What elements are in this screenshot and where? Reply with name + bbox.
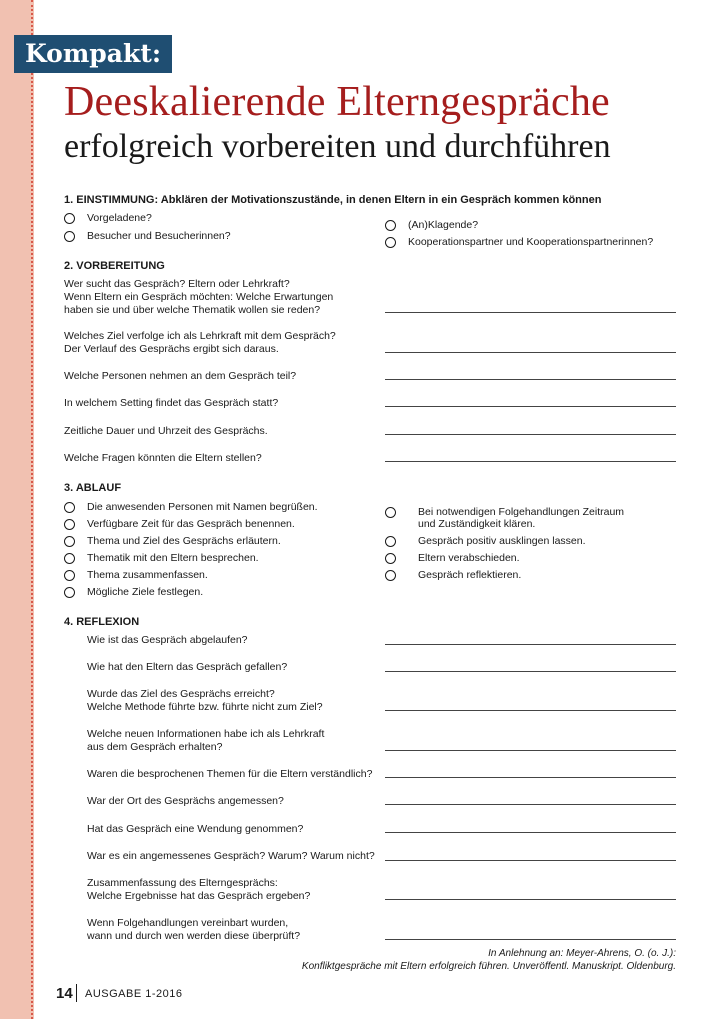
checkbox[interactable] bbox=[385, 570, 396, 581]
page-number: 14 bbox=[56, 985, 73, 1002]
question-text: Zusammenfassung des Elterngesprächs: bbox=[87, 877, 278, 889]
left-decorative-strip bbox=[0, 0, 34, 1019]
answer-line[interactable] bbox=[385, 434, 676, 435]
step-label: Gespräch positiv ausklingen lassen. bbox=[418, 535, 586, 547]
question-text: Waren die besprochenen Themen für die Eltern verständlich? bbox=[87, 768, 373, 780]
dotted-border bbox=[31, 0, 33, 1019]
option-label: Kooperationspartner und Kooperationspartnerinnen? bbox=[408, 236, 654, 248]
section-heading-vorbereitung: 2. VORBEREITUNG bbox=[64, 260, 165, 272]
answer-line[interactable] bbox=[385, 379, 676, 380]
section-heading-einstimmung: 1. EINSTIMMUNG: Abklären der Motivationszustände, in denen Eltern in ein Gespräch kommen können bbox=[64, 194, 602, 206]
checkbox[interactable] bbox=[64, 213, 75, 224]
checkbox[interactable] bbox=[64, 570, 75, 581]
answer-line[interactable] bbox=[385, 860, 676, 861]
step-label: Die anwesenden Personen mit Namen begrüßen. bbox=[87, 501, 318, 513]
option-label: Vorgeladene? bbox=[87, 212, 152, 224]
kompakt-badge: Kompakt: bbox=[14, 35, 172, 73]
answer-line[interactable] bbox=[385, 352, 676, 353]
step-label: Gespräch reflektieren. bbox=[418, 569, 522, 581]
option-label: Besucher und Besucherinnen? bbox=[87, 230, 231, 242]
question-text: Wie ist das Gespräch abgelaufen? bbox=[87, 634, 248, 646]
answer-line[interactable] bbox=[385, 644, 676, 645]
question-text: Welche Ergebnisse hat das Gespräch ergeben? bbox=[87, 890, 311, 902]
footer-divider bbox=[76, 984, 77, 1002]
question-text: Wie hat den Eltern das Gespräch gefallen? bbox=[87, 661, 288, 673]
checkbox[interactable] bbox=[64, 553, 75, 564]
question-text: Wer sucht das Gespräch? Eltern oder Lehrkraft? bbox=[64, 278, 290, 290]
question-text: Welche neuen Informationen habe ich als Lehrkraft bbox=[87, 728, 325, 740]
question-text: Wenn Eltern ein Gespräch möchten: Welche Erwartungen bbox=[64, 291, 334, 303]
answer-line[interactable] bbox=[385, 899, 676, 900]
answer-line[interactable] bbox=[385, 939, 676, 940]
checkbox[interactable] bbox=[64, 502, 75, 513]
step-label: Eltern verabschieden. bbox=[418, 552, 520, 564]
checkbox[interactable] bbox=[385, 507, 396, 518]
checkbox[interactable] bbox=[64, 519, 75, 530]
answer-line[interactable] bbox=[385, 832, 676, 833]
section-heading-reflexion: 4. REFLEXION bbox=[64, 616, 140, 628]
option-label: (An)Klagende? bbox=[408, 219, 479, 231]
answer-line[interactable] bbox=[385, 406, 676, 407]
step-label: Thematik mit den Eltern besprechen. bbox=[87, 552, 259, 564]
checkbox[interactable] bbox=[64, 536, 75, 547]
answer-line[interactable] bbox=[385, 804, 676, 805]
question-text: Wenn Folgehandlungen vereinbart wurden, bbox=[87, 917, 289, 929]
checkbox[interactable] bbox=[64, 587, 75, 598]
answer-line[interactable] bbox=[385, 461, 676, 462]
question-text: Hat das Gespräch eine Wendung genommen? bbox=[87, 823, 304, 835]
section-heading-ablauf: 3. ABLAUF bbox=[64, 482, 122, 494]
question-text: War der Ort des Gesprächs angemessen? bbox=[87, 795, 284, 807]
question-text: Welches Ziel verfolge ich als Lehrkraft mit dem Gespräch? bbox=[64, 330, 336, 342]
answer-line[interactable] bbox=[385, 312, 676, 313]
question-text: Wurde das Ziel des Gesprächs erreicht? bbox=[87, 688, 275, 700]
page-title: Deeskalierende Elterngespräche bbox=[64, 79, 610, 125]
question-text: Welche Personen nehmen an dem Gespräch teil? bbox=[64, 370, 297, 382]
citation-line1: In Anlehnung an: Meyer-Ahrens, O. (o. J.): bbox=[488, 948, 676, 959]
checkbox[interactable] bbox=[385, 536, 396, 547]
answer-line[interactable] bbox=[385, 750, 676, 751]
checkbox[interactable] bbox=[385, 220, 396, 231]
answer-line[interactable] bbox=[385, 710, 676, 711]
checkbox[interactable] bbox=[64, 231, 75, 242]
step-label: Bei notwendigen Folgehandlungen Zeitraum bbox=[418, 506, 625, 518]
citation-line2: Konfliktgespräche mit Eltern erfolgreich führen. Unveröffentl. Manuskript. Oldenburg. bbox=[301, 961, 676, 972]
question-text: Welche Methode führte bzw. führte nicht zum Ziel? bbox=[87, 701, 323, 713]
checkbox[interactable] bbox=[385, 237, 396, 248]
question-text: Der Verlauf des Gesprächs ergibt sich daraus. bbox=[64, 343, 279, 355]
step-label: und Zuständigkeit klären. bbox=[418, 518, 536, 530]
step-label: Mögliche Ziele festlegen. bbox=[87, 586, 204, 598]
page-subtitle: erfolgreich vorbereiten und durchführen bbox=[64, 128, 611, 165]
question-text: aus dem Gespräch erhalten? bbox=[87, 741, 223, 753]
answer-line[interactable] bbox=[385, 777, 676, 778]
question-text: haben sie und über welche Thematik wollen sie reden? bbox=[64, 304, 321, 316]
issue-label: AUSGABE 1-2016 bbox=[85, 988, 183, 1000]
checkbox[interactable] bbox=[385, 553, 396, 564]
step-label: Thema zusammenfassen. bbox=[87, 569, 208, 581]
question-text: wann und durch wen werden diese überprüft? bbox=[87, 930, 301, 942]
question-text: Zeitliche Dauer und Uhrzeit des Gesprächs. bbox=[64, 425, 268, 437]
question-text: Welche Fragen könnten die Eltern stellen? bbox=[64, 452, 262, 464]
answer-line[interactable] bbox=[385, 671, 676, 672]
step-label: Verfügbare Zeit für das Gespräch benennen. bbox=[87, 518, 295, 530]
question-text: War es ein angemessenes Gespräch? Warum? Warum nicht? bbox=[87, 850, 375, 862]
step-label: Thema und Ziel des Gesprächs erläutern. bbox=[87, 535, 281, 547]
question-text: In welchem Setting findet das Gespräch statt? bbox=[64, 397, 279, 409]
